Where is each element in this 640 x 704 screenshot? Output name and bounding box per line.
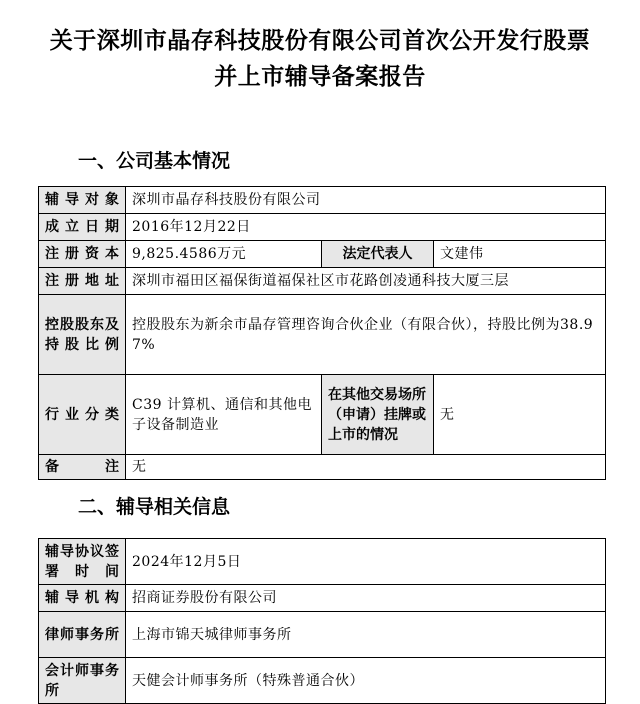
table-row <box>39 612 606 658</box>
remarks-label <box>39 455 126 480</box>
tutoring-target-value: 深圳市晶存科技股份有限公司 <box>126 187 606 214</box>
industry-classification-label: 行业分类 <box>39 375 126 455</box>
registered-address-value: 深圳市福田区福保街道福保社区市花路创凌通科技大厦三层 <box>126 268 606 295</box>
founding-date-label: 成立日期 <box>39 214 126 241</box>
law-firm-value: 上海市锦天城律师事务所 <box>126 612 606 658</box>
legal-representative-label: 法定代表人 <box>322 241 434 268</box>
table-row <box>39 187 606 214</box>
table-row <box>39 658 606 704</box>
agreement-date-value: 2024年12月5日 <box>126 539 606 585</box>
table-row <box>39 295 606 375</box>
document-title-line-1: 关于深圳市晶存科技股份有限公司首次公开发行股票 <box>49 28 591 54</box>
table-row <box>39 455 606 480</box>
document-title-line-2: 并上市辅导备案报告 <box>214 64 426 90</box>
table-row <box>39 375 606 455</box>
registered-capital-label: 注册资本 <box>39 241 126 268</box>
table-row <box>39 214 606 241</box>
accounting-firm-label: 会计师事务所 <box>39 658 126 704</box>
registered-capital-value: 9,825.4586万元 <box>126 241 322 268</box>
controlling-shareholder-value: 控股股东为新余市晶存管理咨询合伙企业（有限合伙），持股比例为38.97% <box>126 295 606 375</box>
remarks-label-left: 备 <box>45 459 59 475</box>
section-heading-tutoring-info: 二、辅导相关信息 <box>78 496 231 518</box>
table-row <box>39 241 606 268</box>
remarks-label-right: 注 <box>105 459 119 475</box>
other-exchange-value: 无 <box>434 375 606 455</box>
section-heading-company-info: 一、公司基本情况 <box>78 150 231 172</box>
founding-date-value: 2016年12月22日 <box>126 214 606 241</box>
remarks-value: 无 <box>126 455 606 480</box>
tutoring-institution-label: 辅导机构 <box>39 585 126 612</box>
tutoring-info-table <box>38 538 606 704</box>
controlling-shareholder-label: 控股股东及持股比例 <box>39 295 126 375</box>
table-row <box>39 585 606 612</box>
industry-classification-value: C39 计算机、通信和其他电子设备制造业 <box>126 375 322 455</box>
registered-address-label: 注册地址 <box>39 268 126 295</box>
company-info-table <box>38 186 606 480</box>
legal-representative-value: 文建伟 <box>434 241 606 268</box>
tutoring-institution-value: 招商证券股份有限公司 <box>126 585 606 612</box>
other-exchange-label: 在其他交易场所（申请）挂牌或上市的情况 <box>322 375 434 455</box>
tutoring-target-label: 辅导对象 <box>39 187 126 214</box>
accounting-firm-value: 天健会计师事务所（特殊普通合伙） <box>126 658 606 704</box>
table-row <box>39 539 606 585</box>
law-firm-label: 律师事务所 <box>39 612 126 658</box>
agreement-date-label: 辅导协议签署时间 <box>39 539 126 585</box>
table-row <box>39 268 606 295</box>
